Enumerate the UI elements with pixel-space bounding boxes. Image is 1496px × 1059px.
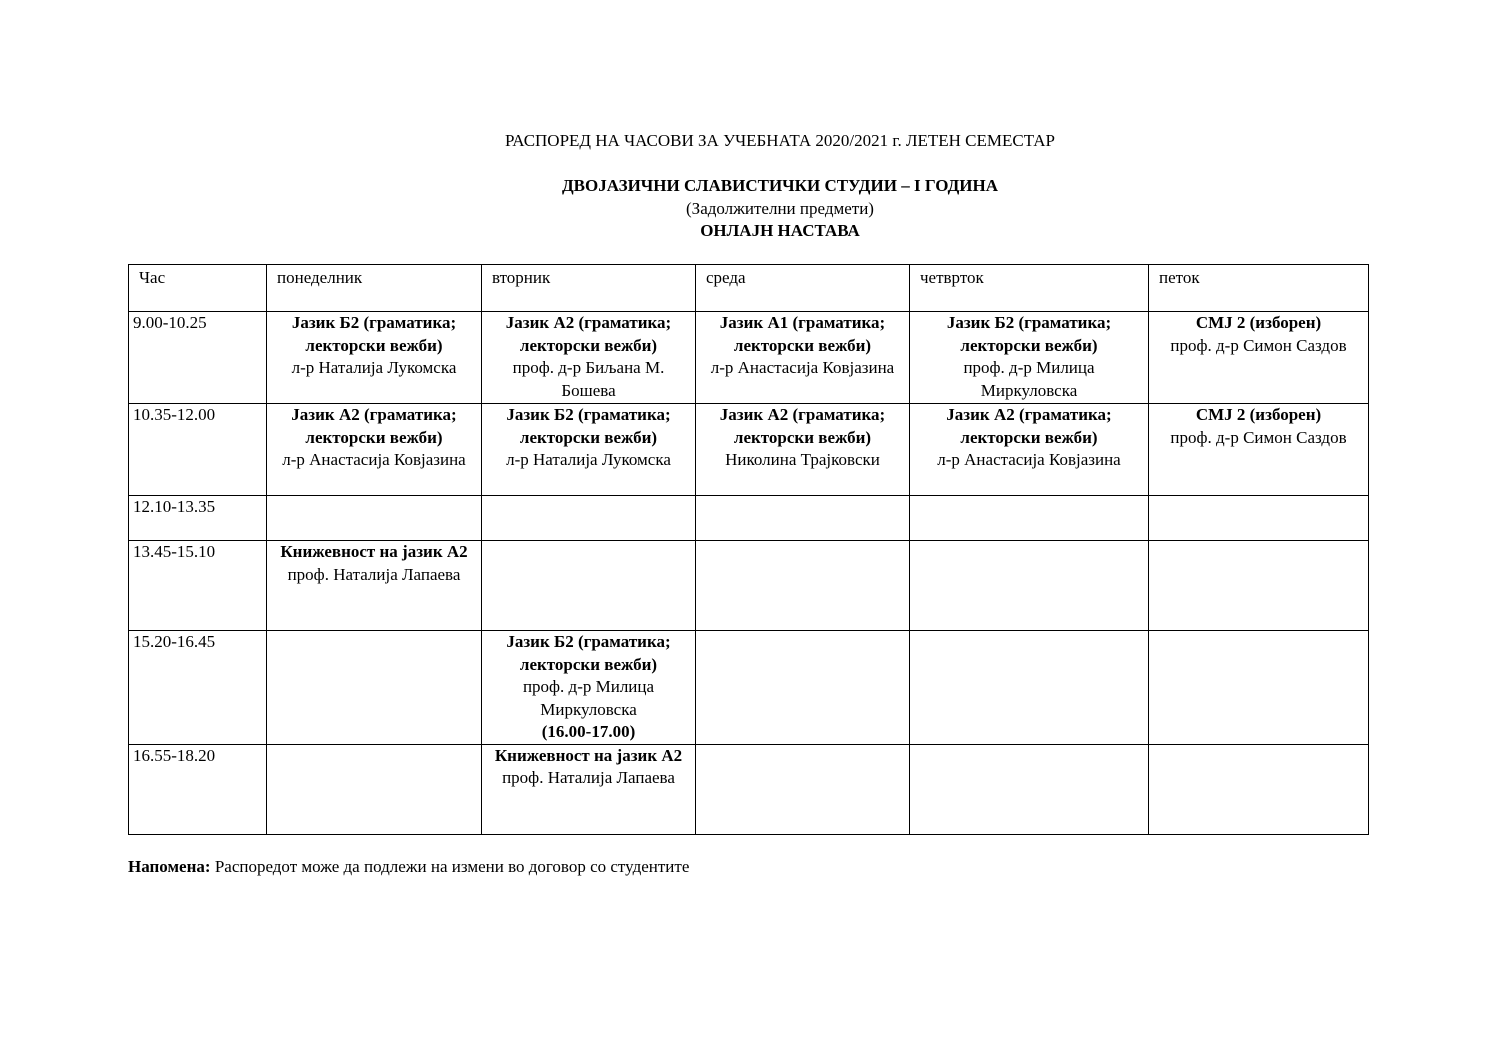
time-override: (16.00-17.00) <box>541 722 636 741</box>
course-name: Јазик А2 (граматика; лекторски вежби) <box>291 405 457 447</box>
column-header-thursday: четврток <box>910 265 1149 312</box>
schedule-cell-thursday <box>910 404 1149 496</box>
column-header-time: Час <box>129 265 267 312</box>
schedule-cell-friday <box>1149 541 1369 631</box>
table-row <box>129 404 1369 496</box>
teacher-name: л-р Анастасија Ковјазина <box>282 450 466 469</box>
schedule-cell-thursday <box>910 496 1149 541</box>
teacher-name: л-р Наталија Лукомска <box>506 450 671 469</box>
table-row <box>129 312 1369 404</box>
course-name: Јазик Б2 (граматика; лекторски вежби) <box>506 405 671 447</box>
schedule-cell-friday <box>1149 312 1369 404</box>
column-header-monday: понеделник <box>267 265 482 312</box>
schedule-cell-monday <box>267 631 482 745</box>
schedule-cell-friday <box>1149 404 1369 496</box>
footnote <box>128 857 689 877</box>
teacher-name: проф. д-р Милица Миркуловска <box>522 677 655 719</box>
program-heading: ДВОЈАЗИЧНИ СЛАВИСТИЧКИ СТУДИИ – I ГОДИНА <box>561 176 999 195</box>
course-name: СМЈ 2 (изборен) <box>1195 405 1322 424</box>
teaching-mode-heading: ОНЛАЈН НАСТАВА <box>700 221 860 240</box>
teacher-name: л-р Анастасија Ковјазина <box>937 450 1121 469</box>
schedule-cell-wednesday <box>696 496 910 541</box>
time-slot: 16.55-18.20 <box>129 744 267 834</box>
time-slot: 15.20-16.45 <box>129 631 267 745</box>
teacher-name: Николина Трајковски <box>725 450 880 469</box>
table-row <box>129 541 1369 631</box>
schedule-cell-thursday <box>910 744 1149 834</box>
time-slot: 13.45-15.10 <box>129 541 267 631</box>
course-name: Јазик А1 (граматика; лекторски вежби) <box>719 313 886 355</box>
schedule-cell-wednesday <box>696 744 910 834</box>
time-slot: 12.10-13.35 <box>129 496 267 541</box>
course-name: Книжевност на јазик А2 <box>280 542 468 561</box>
course-name: Јазик А2 (граматика; лекторски вежби) <box>505 313 672 355</box>
teacher-name: л-р Анастасија Ковјазина <box>710 358 895 377</box>
schedule-cell-tuesday <box>482 312 696 404</box>
schedule-cell-tuesday <box>482 541 696 631</box>
schedule-cell-tuesday <box>482 744 696 834</box>
schedule-cell-wednesday <box>696 404 910 496</box>
table-row <box>129 631 1369 745</box>
teacher-name: проф. Наталија Лапаева <box>287 564 461 584</box>
schedule-table <box>128 264 1369 835</box>
schedule-cell-thursday <box>910 541 1149 631</box>
schedule-cell-wednesday <box>696 312 910 404</box>
time-slot: 10.35-12.00 <box>129 404 267 496</box>
schedule-cell-friday <box>1149 744 1369 834</box>
schedule-cell-monday <box>267 312 482 404</box>
course-name: Јазик Б2 (граматика; лекторски вежби) <box>291 313 457 355</box>
schedule-cell-tuesday <box>482 404 696 496</box>
schedule-cell-thursday <box>910 631 1149 745</box>
column-header-wednesday: среда <box>696 265 910 312</box>
teacher-name: л-р Наталија Лукомска <box>291 358 457 377</box>
course-name: СМЈ 2 (изборен) <box>1195 313 1322 332</box>
schedule-cell-wednesday <box>696 631 910 745</box>
schedule-cell-friday <box>1149 496 1369 541</box>
footnote-text: Распоредот може да подлежи на измени во договор со студентите <box>210 857 690 876</box>
teacher-name: проф. Наталија Лапаева <box>502 768 675 787</box>
teacher-name: проф. д-р Симон Саздов <box>1170 335 1347 355</box>
schedule-cell-friday <box>1149 631 1369 745</box>
course-name: Книжевност на јазик А2 <box>494 745 683 765</box>
column-header-friday: петок <box>1149 265 1369 312</box>
schedule-cell-tuesday <box>482 496 696 541</box>
course-name: Јазик Б2 (граматика; лекторски вежби) <box>946 313 1112 355</box>
footnote-label: Напомена: <box>128 857 211 876</box>
schedule-cell-monday <box>267 404 482 496</box>
schedule-cell-wednesday <box>696 541 910 631</box>
course-name: Јазик А2 (граматика; лекторски вежби) <box>946 405 1112 447</box>
document-title: РАСПОРЕД НА ЧАСОВИ ЗА УЧЕБНАТА 2020/2021 г. ЛЕТЕН СЕМЕСТАР <box>504 131 1056 150</box>
schedule-cell-thursday <box>910 312 1149 404</box>
table-row <box>129 744 1369 834</box>
table-header-row <box>129 265 1369 312</box>
column-header-tuesday: вторник <box>482 265 696 312</box>
schedule-cell-tuesday <box>482 631 696 745</box>
schedule-cell-monday <box>267 541 482 631</box>
table-row <box>129 496 1369 541</box>
teacher-name: проф. д-р Биљана М. Бошева <box>512 358 665 400</box>
course-name: Јазик Б2 (граматика; лекторски вежби) <box>506 632 671 674</box>
course-name: Јазик А2 (граматика; лекторски вежби) <box>719 405 886 447</box>
teacher-name: проф. д-р Милица Миркуловска <box>963 358 1095 400</box>
schedule-cell-monday <box>267 496 482 541</box>
time-slot: 9.00-10.25 <box>129 312 267 404</box>
teacher-name: проф. д-р Симон Саздов <box>1170 427 1347 447</box>
mandatory-subheading: (Задолжителни предмети) <box>686 199 874 218</box>
schedule-cell-monday <box>267 744 482 834</box>
